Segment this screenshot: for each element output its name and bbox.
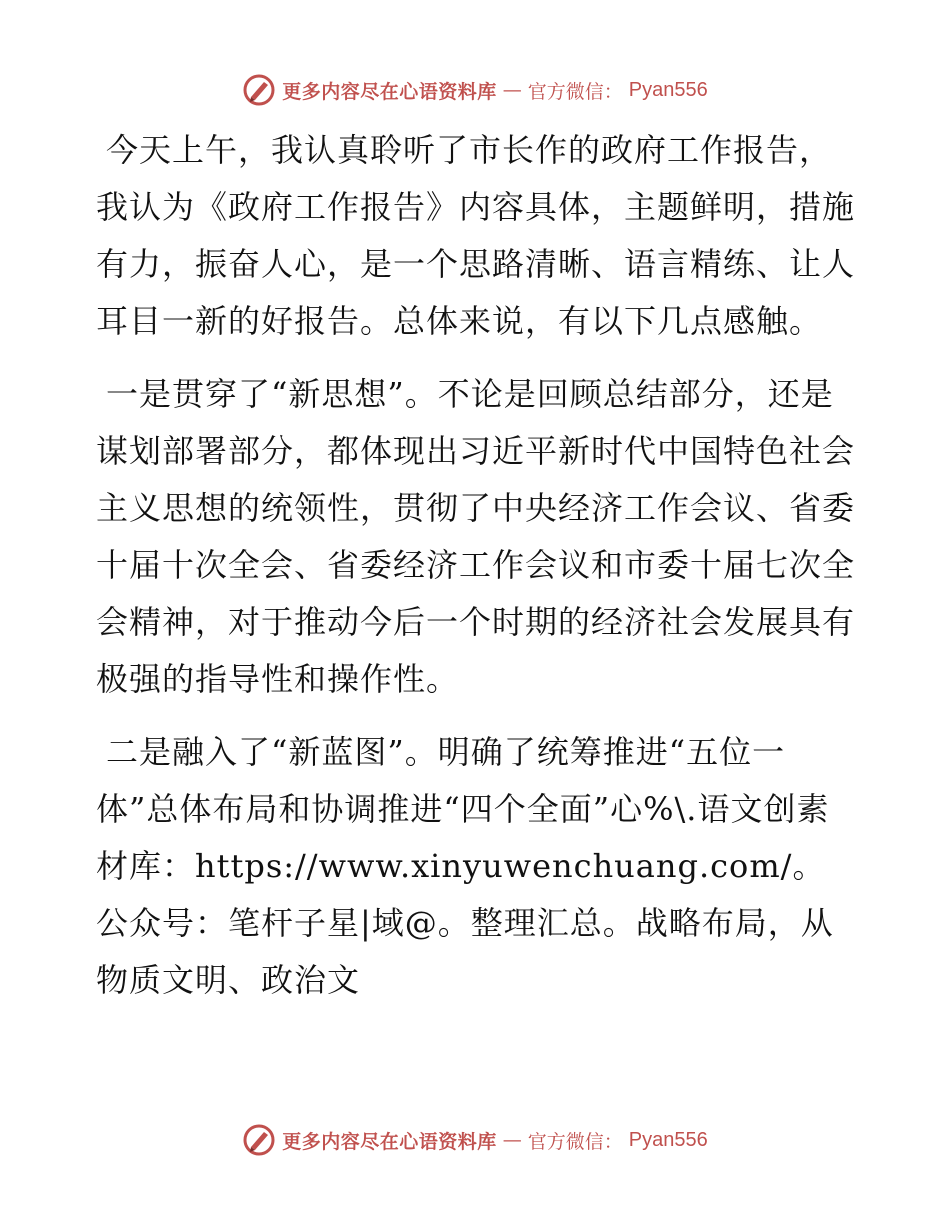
footer-banner-text: 更多内容尽在心语资料库 — [282, 1130, 497, 1153]
pen-logo-icon — [242, 73, 276, 107]
header-wechat-handle: Pyan556 — [628, 78, 708, 101]
footer-banner — [0, 1120, 950, 1160]
pen-logo-icon — [242, 1123, 276, 1157]
header-banner-text: 更多内容尽在心语资料库 — [282, 80, 497, 103]
paragraph-1: 今天上午，我认真聆听了市长作的政府工作报告，我认为《政府工作报告》内容具体，主题鲜明，措施有力，振奋人心，是一个思路清晰、语言精练、让人耳目一新的好报告。总体来说，有以下几点感触。 — [96, 131, 856, 340]
footer-wechat-label: 官方微信： — [527, 1130, 623, 1153]
header-banner — [0, 70, 950, 110]
paragraph-3: 二是融入了“新蓝图”。明确了统筹推进“五位一体”总体布局和协调推进“四个全面”心%\.语文创素材库：https://www.xinyuwenchuang.com/。公众号：笔杆子星|域@。整理汇总。战略布局，从物质文明、政治文 — [96, 733, 834, 999]
paragraph-2: 一是贯穿了“新思想”。不论是回顾总结部分，还是谋划部署部分，都体现出习近平新时代中国特色社会主义思想的统领性，贯彻了中央经济工作会议、省委十届十次全会、省委经济工作会议和市委十届七次全会精神，对于推动今后一个时期的经济社会发展具有极强的指导性和操作性。 — [96, 375, 856, 698]
footer-wechat-handle: Pyan556 — [628, 1128, 708, 1151]
header-wechat-label: 官方微信： — [527, 80, 623, 103]
header-dash: — — [502, 79, 522, 101]
footer-dash: — — [502, 1129, 522, 1151]
document-body — [96, 122, 856, 1025]
